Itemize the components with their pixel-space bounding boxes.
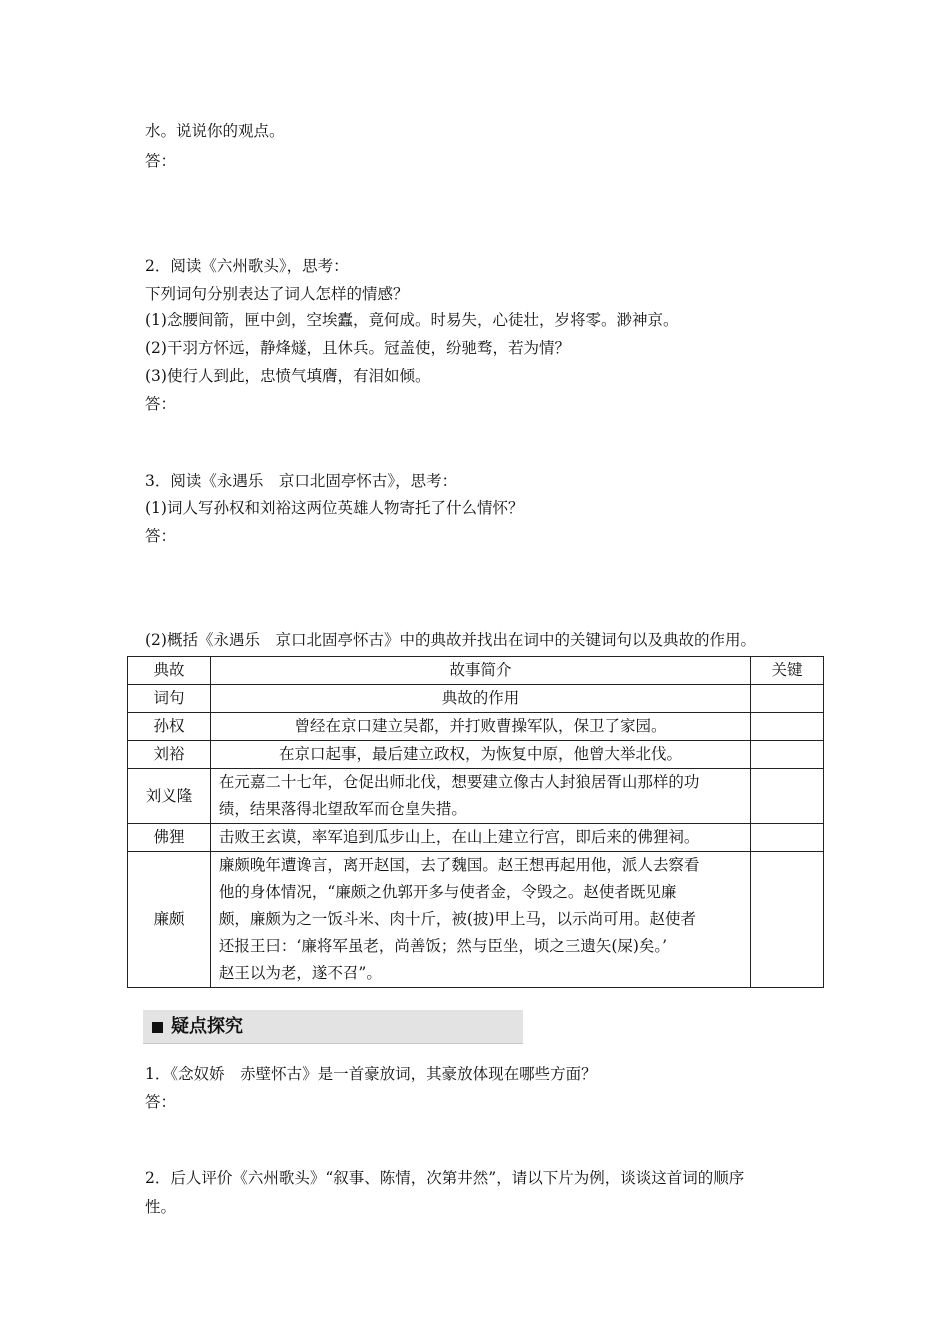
- doubt-question-1: 1．《念奴娇 赤壁怀古》是一首豪放词，其豪放体现在哪些方面？: [145, 1065, 597, 1083]
- table-header-cell: 词句: [128, 685, 211, 713]
- story-line: 还报王曰：‘廉将军虽老，尚善饭；然与臣坐，顷之三遗矢(屎)矣。’: [218, 937, 668, 955]
- story-line: 他的身体情况，“廉颇之仇郭开多与使者金，令毁之。赵使者既见廉: [218, 883, 677, 901]
- question-2-item-1: (1)念腰间箭，匣中剑，空埃蠹，竟何成。时易失，心徒壮，岁将零。渺神京。: [145, 311, 679, 329]
- doubt-question-2: 2．后人评价《六州歌头》“叙事、陈情，次第井然”，请以下片为例，谈谈这首词的顺序: [145, 1169, 745, 1187]
- section-title: 疑点探究: [171, 1016, 243, 1037]
- allusion-story: 击败王玄谟，率军追到瓜步山上，在山上建立行宫，即后来的佛狸祠。: [210, 824, 750, 852]
- allusion-table: [127, 656, 824, 988]
- table-header-cell: 故事简介: [210, 657, 750, 685]
- table-cell: [751, 741, 824, 769]
- question-3-item-1: (1)词人写孙权和刘裕这两位英雄人物寄托了什么情怀？: [145, 499, 524, 517]
- table-row: [128, 713, 824, 741]
- table-cell: [751, 769, 824, 824]
- table-row: [128, 741, 824, 769]
- story-line: 绩，结果落得北望敌军而仓皇失措。: [218, 800, 467, 818]
- allusion-name: 刘裕: [128, 741, 211, 769]
- allusion-story: [210, 852, 750, 988]
- table-header-cell: 典故的作用: [210, 685, 750, 713]
- allusion-name: 廉颇: [128, 852, 211, 988]
- table-cell: [751, 824, 824, 852]
- story-line: 赵王以为老，遂不召”。: [218, 964, 382, 982]
- allusion-story: 在京口起事，最后建立政权，为恢复中原，他曾大举北伐。: [210, 741, 750, 769]
- question-3-title: 3．阅读《永遇乐 京口北固亭怀古》，思考：: [145, 472, 458, 490]
- intro-text: 水。说说你的观点。: [145, 122, 285, 140]
- allusion-story: [210, 769, 750, 824]
- doubt-question-2-cont: 性。: [145, 1198, 177, 1216]
- table-row: [128, 769, 824, 824]
- story-line: 在元嘉二十七年，仓促出师北伐，想要建立像古人封狼居胥山那样的功: [218, 773, 700, 791]
- question-2-item-2: (2)干羽方怀远，静烽燧，且休兵。冠盖使，纷驰骛，若为情？: [145, 339, 570, 357]
- table-cell: [751, 713, 824, 741]
- answer-label: 答：: [145, 152, 177, 170]
- question-2-item-3: (3)使行人到此，忠愤气填膺，有泪如倾。: [145, 367, 431, 385]
- table-cell: [751, 852, 824, 988]
- question-2-prompt: 下列词句分别表达了词人怎样的情感？: [145, 285, 409, 303]
- question-3-item-2: (2)概括《永遇乐 京口北固亭怀古》中的典故并找出在词中的关键词句以及典故的作用。: [145, 631, 756, 649]
- answer-label: 答：: [145, 1093, 177, 1111]
- allusion-name: 佛狸: [128, 824, 211, 852]
- table-header-cell: 典故: [128, 657, 211, 685]
- story-line: 颇，廉颇为之一饭斗米、肉十斤，被(披)甲上马，以示尚可用。赵使者: [218, 910, 697, 928]
- allusion-name: 孙权: [128, 713, 211, 741]
- allusion-story: 曾经在京口建立吴都，并打败曹操军队，保卫了家园。: [210, 713, 750, 741]
- story-line: 廉颇晚年遭谗言，离开赵国，去了魏国。赵王想再起用他，派人去察看: [218, 856, 700, 874]
- table-cell: [751, 685, 824, 713]
- square-bullet-icon: [152, 1022, 163, 1033]
- table-row: [128, 657, 824, 685]
- table-header-cell: 关键: [751, 657, 824, 685]
- question-2-title: 2．阅读《六州歌头》，思考：: [145, 257, 349, 275]
- section-header: [143, 1010, 523, 1044]
- table-row: [128, 824, 824, 852]
- table-row: [128, 852, 824, 988]
- answer-label: 答：: [145, 527, 177, 545]
- table-row: [128, 685, 824, 713]
- answer-label: 答：: [145, 395, 177, 413]
- allusion-name: 刘义隆: [128, 769, 211, 824]
